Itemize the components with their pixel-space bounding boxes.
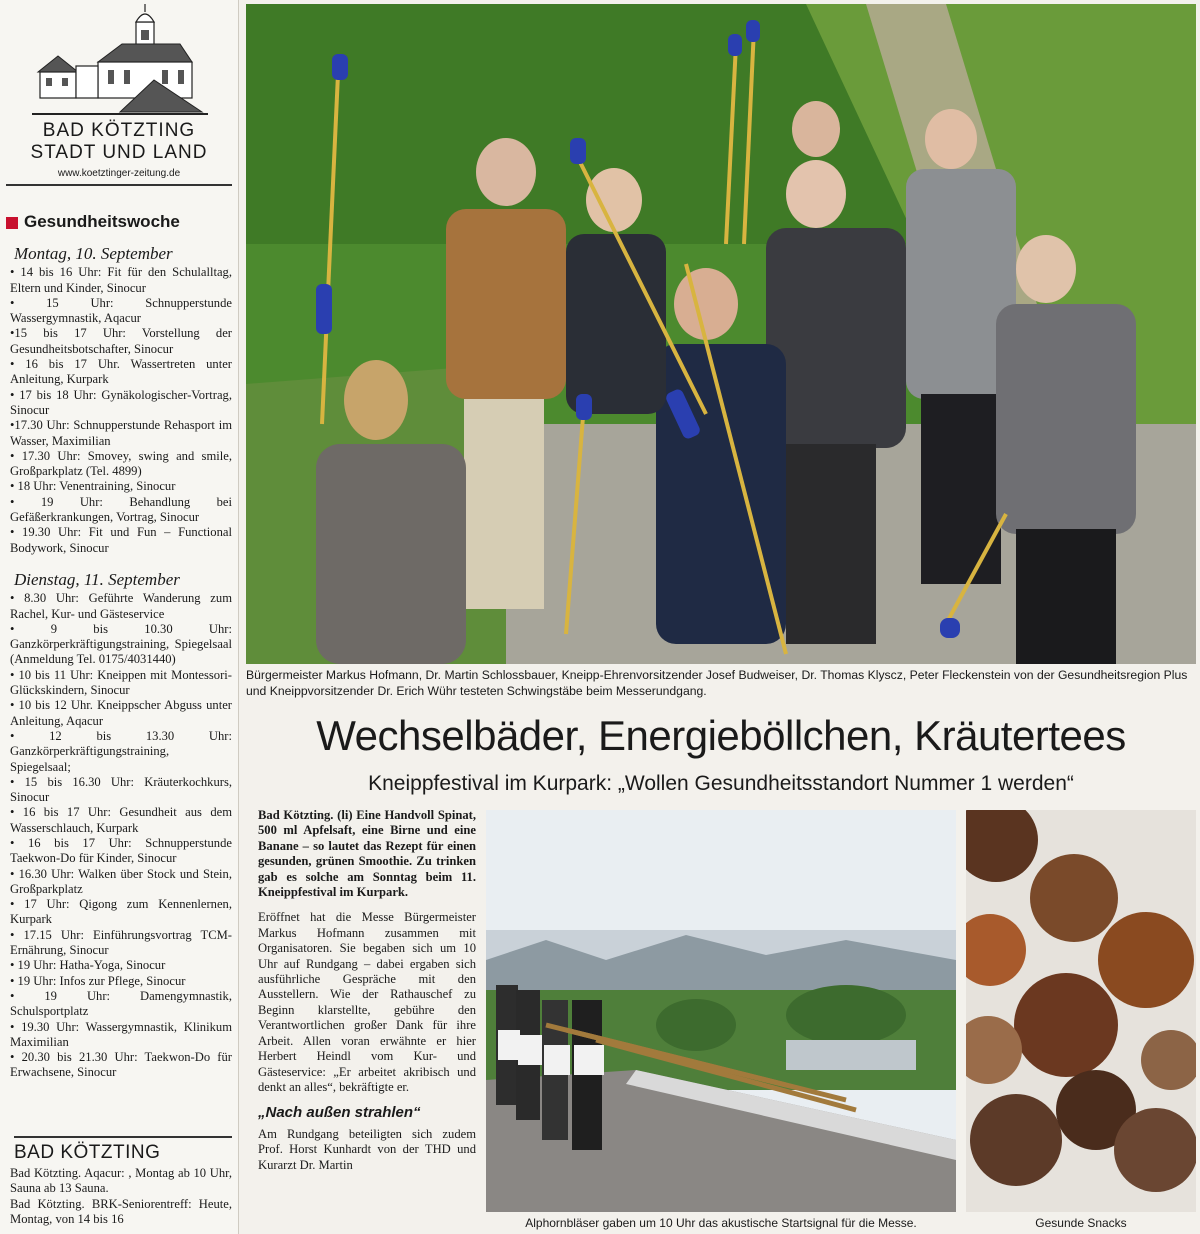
- masthead-title: [6, 120, 232, 164]
- article-lead: Bad Kötzting. (li) Eine Handvoll Spinat, 500 ml Apfelsaft, eine Birne und eine Banane – so lautet das Rezept für einen gesunden, grünen Smoothie. Zu trinken gab es solche am Sonntag beim 11. Kneippfestival im Kurpark.: [258, 808, 476, 900]
- list-item: •17.30 Uhr: Schnupperstunde Rehasport im Wasser, Maximilian: [10, 418, 232, 448]
- local-news-item: Bad Kötzting. Aqacur: , Montag ab 10 Uhr, Sauna ab 13 Sauna.: [10, 1166, 232, 1196]
- list-item: • 17.15 Uhr: Einführungsvortrag TCM-Ernährung, Sinocur: [10, 927, 232, 958]
- article-body: [258, 808, 476, 1183]
- section-heading: [6, 212, 232, 232]
- list-item: • 16 bis 17 Uhr: Schnupperstunde Taekwon-Do für Kinder, Sinocur: [10, 835, 232, 866]
- list-item: • 19 Uhr: Behandlung bei Gefäßerkrankungen, Vortrag, Sinocur: [10, 494, 232, 525]
- day-heading-monday: Montag, 10. September: [14, 244, 173, 263]
- main-photo: [246, 4, 1196, 664]
- snacks-photo-caption: Gesunde Snacks: [1035, 1216, 1127, 1230]
- day-heading-tuesday: Dienstag, 11. September: [14, 569, 180, 589]
- list-item: • 8.30 Uhr: Geführte Wanderung zum Rachel, Kur- und Gästeservice: [10, 591, 232, 621]
- article-paragraph: Am Rundgang beteiligten sich zudem Prof. Horst Kunhardt von der THD und Kurarzt Dr. Martin: [258, 1126, 476, 1172]
- list-item: • 14 bis 16 Uhr: Fit für den Schulalltag, Eltern und Kinder, Sinocur: [10, 265, 232, 295]
- list-item: • 10 bis 11 Uhr: Kneippen mit Montessori-Glückskindern, Sinocur: [10, 667, 232, 698]
- schedule-list: [10, 244, 232, 1081]
- alphorn-photo-caption: Alphornbläser gaben um 10 Uhr das akustische Startsignal für die Messe.: [525, 1216, 917, 1230]
- article-subtitle: „Nach außen strahlen“: [258, 1104, 421, 1122]
- list-item: • 19 Uhr: Hatha-Yoga, Sinocur: [10, 958, 166, 973]
- masthead: [6, 4, 232, 186]
- list-item: • 17 Uhr: Qigong zum Kennenlernen, Kurpark: [10, 897, 232, 927]
- list-item: • 16 bis 17 Uhr: Gesundheit aus dem Wasserschlauch, Kurpark: [10, 805, 232, 835]
- list-item: •15 bis 17 Uhr: Vorstellung der Gesundheitsbotschafter, Sinocur: [10, 326, 232, 356]
- list-item: • 15 bis 16.30 Uhr: Kräuterkochkurs, Sinocur: [10, 774, 232, 805]
- list-item: • 17.30 Uhr: Smovey, swing and smile, Großparkplatz (Tel. 4899): [10, 448, 232, 479]
- list-item: • 12 bis 13.30 Uhr: Ganzkörperkräftigungstraining, Spiegelsaal;: [10, 728, 232, 774]
- list-item: • 18 Uhr: Venentraining, Sinocur: [10, 479, 176, 494]
- masthead-url: www.koetztinger-zeitung.de: [57, 168, 181, 179]
- list-item: • 19 Uhr: Damengymnastik, Schulsportplatz: [10, 988, 232, 1019]
- section-heading-text: Gesundheitswoche: [24, 212, 180, 231]
- main-photo-caption: Bürgermeister Markus Hofmann, Dr. Martin Schlossbauer, Kneipp-Ehrenvorsitzender Josef Budweiser, Dr. Thomas Klyscz, Peter Fleckenstein von der Gesundheitsregion Plus und Kneippvorsitzender Dr. Erich Wühr testeten Schwingstäbe beim Messerundgang.: [246, 668, 1188, 698]
- article-headline: Wechselbäder, Energieböllchen, Kräutertees: [316, 712, 1126, 759]
- masthead-title-line1: BAD KÖTZTING: [42, 120, 196, 141]
- local-news-item: Bad Kötzting. BRK-Seniorentreff: Heute, Montag, von 14 bis 16: [10, 1196, 232, 1226]
- list-item: • 19 Uhr: Infos zur Pflege, Sinocur: [10, 973, 186, 988]
- church-logo-icon: [32, 4, 208, 116]
- list-item: • 10 bis 12 Uhr. Kneippscher Abguss unter Anleitung, Aqacur: [10, 698, 232, 728]
- red-square-icon: [6, 217, 18, 229]
- snacks-photo: [966, 810, 1196, 1212]
- alphorn-photo: [486, 810, 956, 1212]
- list-item: • 19.30 Uhr: Fit und Fun – Functional Bodywork, Sinocur: [10, 525, 232, 555]
- list-item: • 15 Uhr: Schnupperstunde Wassergymnastik, Aqacur: [10, 295, 232, 326]
- local-news-heading: BAD KÖTZTING: [14, 1136, 232, 1164]
- article-subheadline: Kneippfestival im Kurpark: „Wollen Gesundheitsstandort Nummer 1 werden“: [368, 772, 1074, 795]
- list-item: • 16 bis 17 Uhr. Wassertreten unter Anleitung, Kurpark: [10, 357, 232, 387]
- list-item: • 17 bis 18 Uhr: Gynäkologischer-Vortrag, Sinocur: [10, 387, 232, 417]
- list-item: • 16.30 Uhr: Walken über Stock und Stein, Großparkplatz: [10, 866, 232, 896]
- masthead-title-line2: STADT UND LAND: [30, 142, 208, 163]
- list-item: • 19.30 Uhr: Wassergymnastik, Klinikum Maximilian: [10, 1019, 232, 1049]
- article-paragraph: Eröffnet hat die Messe Bürgermeister Markus Hofmann zusammen mit Organisatoren. Sie begaben sich um 10 Uhr auf Rundgang – dabei ergaben sich ausführliche Gespräche mit den Ausstellern. Wie der Rathauschef zu Beginn klarstellte, gebühre den Verantwortlichen großer Dank für ihre Arbeit. Allen voran erwähnte er hier Herbert Heindl vom Kur- und Gästeservice: „Er arbeitet akribisch und denkt an alles“, bekräftigte er.: [258, 910, 476, 1094]
- list-item: • 9 bis 10.30 Uhr: Ganzkörperkräftigungstraining, Spiegelsaal (Anmeldung Tel. 0175/4031440): [10, 621, 232, 667]
- local-news-text: [10, 1166, 232, 1227]
- list-item: • 20.30 bis 21.30 Uhr: Taekwon-Do für Erwachsene, Sinocur: [10, 1050, 232, 1080]
